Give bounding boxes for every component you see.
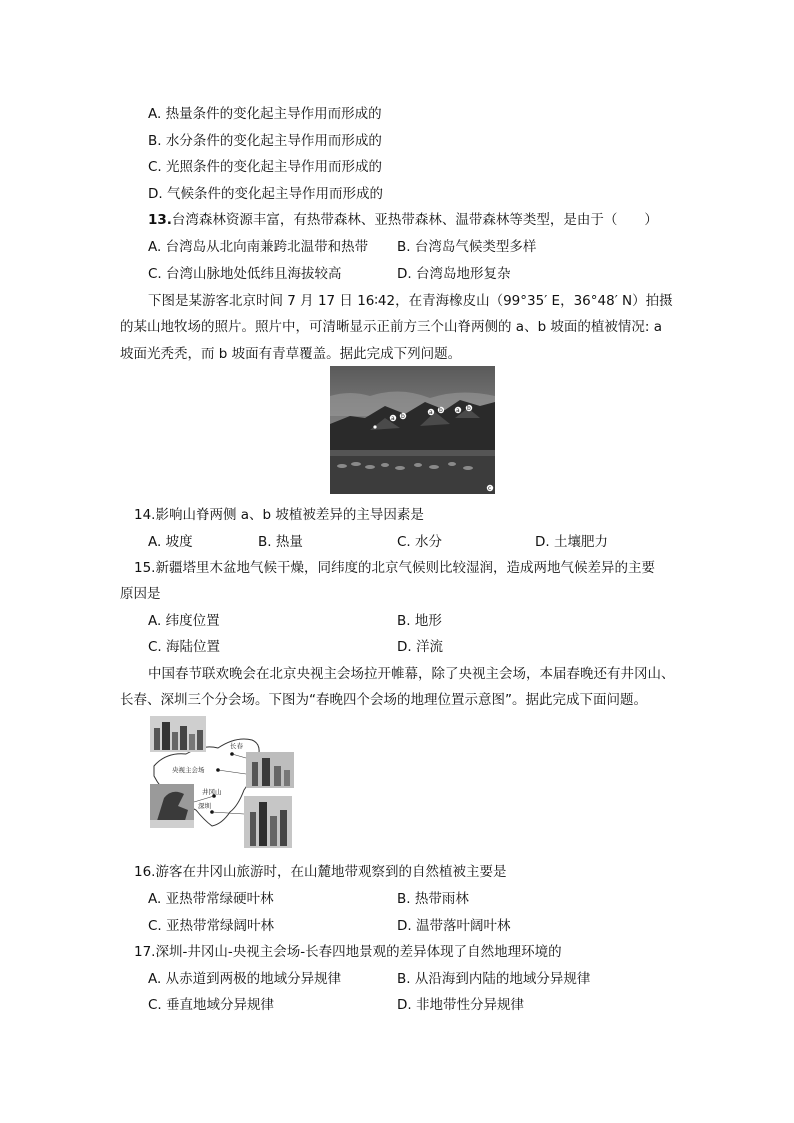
slope-label-b: b: [401, 413, 405, 420]
q15-option-c: C. 海陆位置: [148, 639, 221, 655]
passage1-line-1: 下图是某游客北京时间 7 月 17 日 16∶42，在青海橡皮山（99°35′ E，36°48′ N）拍摄: [148, 293, 673, 309]
slope-label-a: a: [429, 409, 433, 416]
slope-label-a: a: [456, 407, 460, 414]
q14-option-c: C. 水分: [397, 534, 443, 550]
passage2-line-1: 中国春节联欢晚会在北京央视主会场拉开帷幕，除了央视主会场，本届春晚还有井冈山、: [148, 666, 675, 682]
q17-option-c: C. 垂直地域分异规律: [148, 997, 275, 1013]
q16-option-c: C. 亚热带常绿阔叶林: [148, 918, 275, 934]
slope-label-a: a: [391, 415, 395, 422]
shenzhen-skyline-photo: [244, 796, 292, 848]
changchun-city-photo: [246, 752, 294, 788]
q13-option-b: B. 台湾岛气候类型多样: [397, 239, 537, 255]
q14-stem: 14.影响山脊两侧 a、b 坡植被差异的主导因素是: [134, 507, 424, 523]
changchun-label: 长春: [230, 742, 243, 750]
jinggangshan-label: 井冈山: [202, 788, 222, 796]
q13-number: 13.: [148, 212, 172, 228]
q13-stem: [148, 210, 658, 230]
jinggangshan-sculpture-photo: [150, 784, 194, 828]
q17-option-d: D. 非地带性分异规律: [397, 997, 524, 1013]
q15-option-d: D. 洋流: [397, 639, 443, 655]
q16-stem: 16.游客在井冈山旅游时，在山麓地带观察到的自然植被主要是: [134, 864, 507, 880]
passage2-line-2: 长春、深圳三个分会场。下图为“春晚四个会场的地理位置示意图”。据此完成下面问题。: [120, 692, 647, 708]
q15-option-b: B. 地形: [397, 613, 442, 629]
mountain-pasture-photo: [330, 366, 495, 494]
q15-stem-line-1: 15.新疆塔里木盆地气候干燥，同纬度的北京气候则比较湿润，造成两地气候差异的主要: [134, 560, 655, 576]
q13-option-d: D. 台湾岛地形复杂: [397, 266, 511, 282]
q16-option-b: B. 热带雨林: [397, 891, 469, 907]
q17-option-a: A. 从赤道到两极的地域分异规律: [148, 971, 342, 987]
main-venue-label: 央视主会场: [172, 766, 205, 774]
q16-option-a: A. 亚热带常绿硬叶林: [148, 891, 274, 907]
shenzhen-label: 深圳: [198, 802, 211, 810]
q12-option-b: B. 水分条件的变化起主导作用而形成的: [148, 133, 382, 149]
q13-option-c: C. 台湾山脉地处低纬且海拔较高: [148, 266, 342, 282]
q14-option-b: B. 热量: [258, 534, 303, 550]
q12-option-c: C. 光照条件的变化起主导作用而形成的: [148, 159, 383, 175]
q13-option-a: A. 台湾岛从北向南兼跨北温带和热带: [148, 239, 369, 255]
q15-option-a: A. 纬度位置: [148, 613, 220, 629]
q16-option-d: D. 温带落叶阔叶林: [397, 918, 511, 934]
slope-label-b: b: [467, 405, 471, 412]
q17-stem: 17.深圳-井冈山-央视主会场-长春四地景观的差异体现了自然地理环境的: [134, 944, 562, 960]
venue-location-map: [148, 714, 296, 850]
q14-option-d: D. 土壤肥力: [535, 534, 608, 550]
q12-option-a: A. 热量条件的变化起主导作用而形成的: [148, 106, 382, 122]
q13-stem-text: 台湾森林资源丰富，有热带森林、亚热带森林、温带森林等类型，是由于（ ）: [171, 212, 658, 228]
q14-option-a: A. 坡度: [148, 534, 193, 550]
passage1-line-3: 坡面光秃秃，而 b 坡面有青草覆盖。据此完成下列问题。: [120, 346, 462, 362]
q12-option-d: D. 气候条件的变化起主导作用而形成的: [148, 186, 383, 202]
beijing-skyline-photo: [150, 716, 206, 752]
passage1-line-2: 的某山地牧场的照片。照片中，可清晰显示正前方三个山脊两侧的 a、b 坡面的植被情况: a: [120, 319, 663, 335]
q15-stem-line-2: 原因是: [120, 586, 161, 602]
q17-option-b: B. 从沿海到内陆的地域分异规律: [397, 971, 591, 987]
photo-label-c: c: [488, 485, 492, 492]
slope-label-b: b: [439, 407, 443, 414]
